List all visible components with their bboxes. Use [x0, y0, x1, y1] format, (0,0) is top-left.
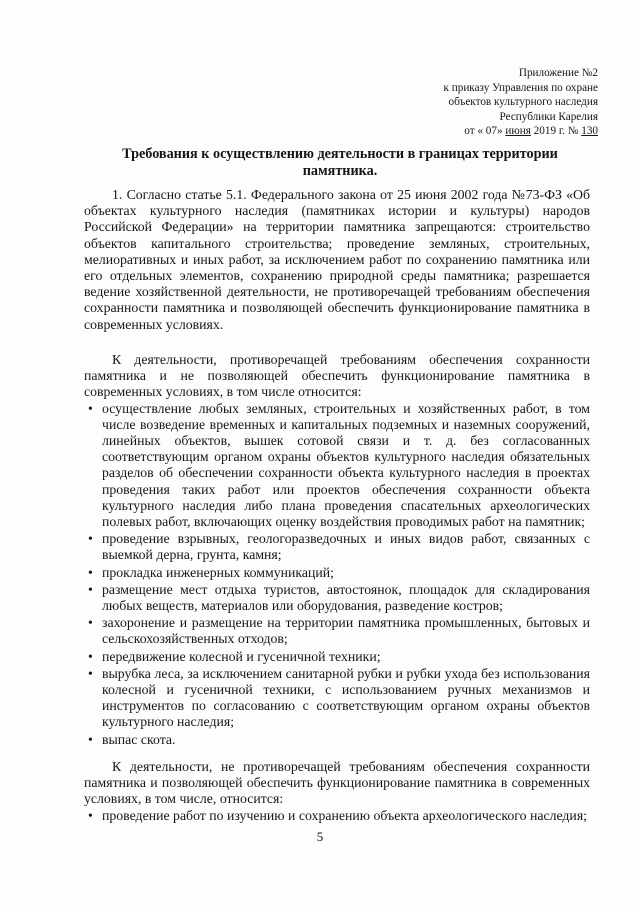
- list-item: [84, 582, 590, 614]
- allowed-activities-list: [84, 808, 590, 824]
- allowed-activities-section: [84, 759, 590, 824]
- appendix-label: Приложение №2: [518, 67, 598, 79]
- list-item: [84, 649, 590, 665]
- order-reference-line: Республики Карелия: [499, 110, 598, 123]
- list-item-text: размещение мест отдыха туристов, автостоянок, площадок для складирования любых веществ, материалов или оборудования, разведение костров;: [102, 581, 590, 614]
- list-item: [84, 565, 590, 581]
- order-reference-line: к приказу Управления по охране: [443, 81, 598, 94]
- order-year: 2019 г. №: [530, 125, 582, 137]
- list-item-text: проведение взрывных, геологоразведочных и иных видов работ, связанных с выемкой дерна, грунта, камня;: [102, 531, 590, 563]
- list-item: [84, 808, 590, 824]
- list-item: [84, 531, 590, 563]
- document-title: Требования к осуществлению деятельности в границах территории памятника.: [122, 146, 558, 179]
- list-item-text: проведение работ по изучению и сохранению объекта археологического наследия;: [102, 807, 587, 823]
- list-item-text: осуществление любых земляных, строительных и хозяйственных работ, в том числе возведение временных и капитальных подземных и наземных сооружений, линейных объектов, вышек сотовой связи и т. д. без согласованных соответствующим органом охраны объектов культурного наследия обязательных разделов об обеспечении сохранности объекта культурного наследия в проектах проведения таких работ или проектов обеспечения сохранности объекта культурного наследия либо плана проведения спасательных археологических полевых работ, включающих оценку воздействия проводимых работ на памятник;: [102, 400, 590, 530]
- order-date-prefix: от « 07»: [464, 125, 506, 137]
- bullet-icon: •: [88, 807, 93, 823]
- prohibited-activities-list: [84, 401, 590, 748]
- order-number: 130: [581, 125, 598, 137]
- paragraph-prohibited-intro: К деятельности, противоречащей требованиям обеспечения сохранности памятника и не позволяющей обеспечить функционирование памятника в современных условиях, в том числе относится:: [84, 352, 590, 400]
- list-item-text: прокладка инженерных коммуникаций;: [102, 564, 334, 580]
- list-item-text: передвижение колесной и гусеничной техники;: [102, 648, 381, 664]
- bullet-icon: •: [88, 564, 93, 580]
- bullet-icon: •: [88, 731, 93, 747]
- bullet-icon: •: [88, 615, 93, 631]
- appendix-header: [358, 66, 598, 139]
- list-item-text: вырубка леса, за исключением санитарной рубки и рубки ухода без использования колесной и гусеничной техники, с использованием ручных механизмов и инструментов по согласованию с соответствующим органом охраны объектов культурного наследия;: [102, 665, 590, 730]
- bullet-icon: •: [88, 665, 93, 681]
- list-item: [84, 401, 590, 531]
- prohibited-activities-section: [84, 352, 590, 749]
- list-item: [84, 666, 590, 731]
- bullet-icon: •: [88, 531, 93, 547]
- bullet-icon: •: [88, 648, 93, 664]
- list-item-text: захоронение и размещение на территории памятника промышленных, бытовых и сельскохозяйственных отходов;: [102, 615, 590, 647]
- order-date-line: [358, 124, 598, 139]
- list-item-text: выпас скота.: [102, 731, 176, 747]
- paragraph-article: 1. Согласно статье 5.1. Федерального закона от 25 июня 2002 года №73-ФЗ «Об объектах культурного наследия (памятниках истории и культуры) народов Российской Федерации» на территории памятника запрещаются: строительство объектов капитального строительства; проведение земляных, строительных, мелиоративных и иных работ, за исключением работ по сохранению памятника или его отдельных элементов, сохранению природной среды памятника; разрешается ведение хозяйственной деятельности, не противоречащей требованиям обеспечения сохранности памятника и позволяющей обеспечить функционирование памятника в современных условиях.: [84, 187, 590, 332]
- paragraph-allowed-intro: К деятельности, не противоречащей требованиям обеспечения сохранности памятника и позволяющей обеспечить функционирование памятника в современных условиях, в том числе, относится:: [84, 759, 590, 807]
- list-item: [84, 732, 590, 748]
- bullet-icon: •: [88, 400, 93, 416]
- order-month: июня: [505, 125, 531, 137]
- order-reference-line: объектов культурного наследия: [448, 96, 598, 108]
- bullet-icon: •: [88, 581, 93, 597]
- list-item: [84, 615, 590, 647]
- page-number: 5: [316, 829, 324, 844]
